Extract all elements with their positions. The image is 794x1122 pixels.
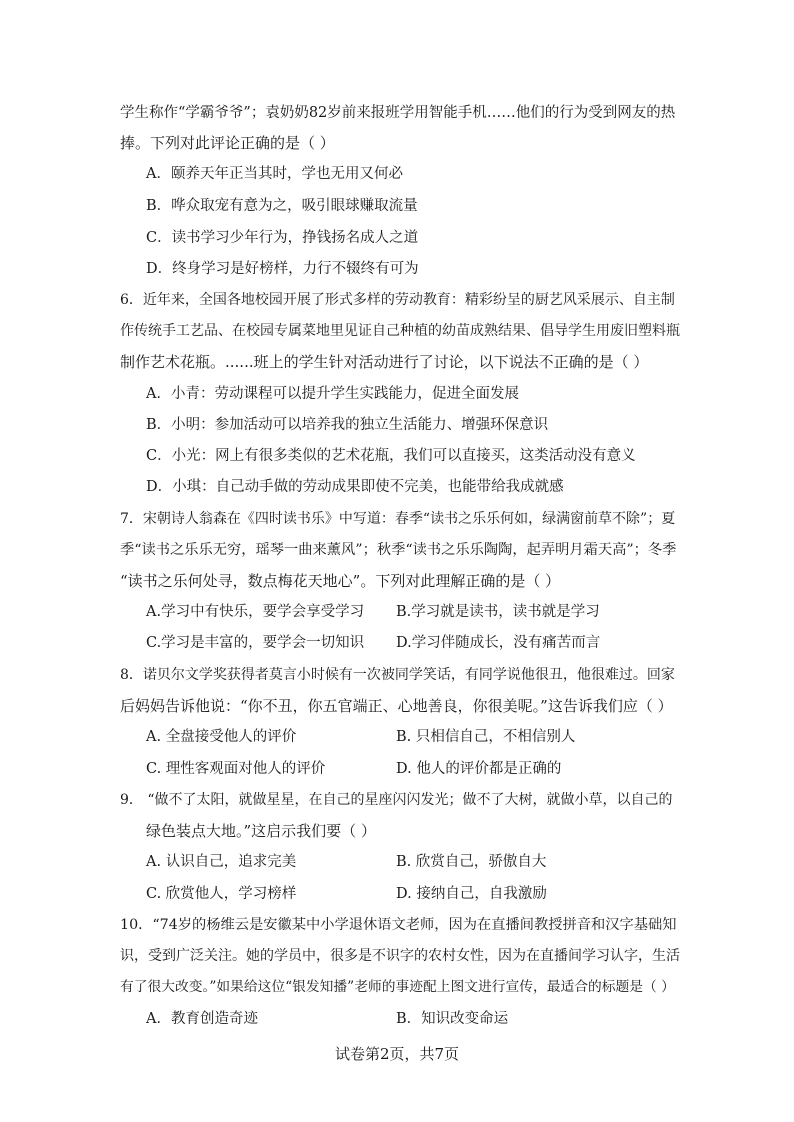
- q7-option-d: D.学习伴随成长，没有痛苦而言: [396, 635, 601, 651]
- q9-option-c: C. 欣赏他人，学习榜样: [146, 886, 297, 902]
- q8-line-2: 后妈妈告诉他说：“你不丑，你五官端正、心地善良，你很美呢。”这告诉我们应（ ）: [120, 697, 673, 715]
- q8-option-a: A. 全盘接受他人的评价: [146, 729, 297, 745]
- q5-option-c: C．读书学习少年行为，挣钱扬名成人之道: [146, 230, 419, 246]
- q7-option-a: A.学习中有快乐，要学会享受学习: [146, 604, 365, 620]
- q7-line-1: 7．宋朝诗人翁森在《四时读书乐》中写道：春季“读书之乐乐何如，绿满窗前草不除”；夏: [120, 511, 676, 527]
- q5-option-b: B．哗众取宠有意为之，吸引眼球赚取流量: [146, 198, 418, 214]
- q10-line-1: 10．“74岁的杨维云是安徽某中小学退休语文老师，因为在直播间教授拼音和汉字基础知: [120, 917, 677, 933]
- q6-option-c: C．小光：网上有很多类似的艺术花瓶，我们可以直接买，这类活动没有意义: [146, 448, 636, 464]
- q6-line-2: 作传统手工艺品、在校园专属菜地里见证自己种植的幼苗成熟结果、倡导学生用废旧塑料瓶: [120, 323, 680, 339]
- q9-option-a: A. 认识自己，追求完美: [146, 854, 297, 870]
- q5-line-1: 学生称作“学霸爷爷”；袁奶奶82岁前来报班学用智能手机……他们的行为受到网友的热: [120, 105, 676, 121]
- q5-line-2: 捧。下列对此评论正确的是（ ）: [120, 134, 335, 152]
- q10-option-b: B．知识改变命运: [396, 1011, 509, 1027]
- q8-line-1: 8．诺贝尔文学奖获得者莫言小时候有一次被同学笑话，有同学说他很丑，他很难过。回家: [120, 667, 675, 683]
- q10-option-a: A．教育创造奇迹: [146, 1011, 258, 1027]
- q5-option-d: D．终身学习是好榜样，力行不辍终有可为: [146, 261, 419, 277]
- q6-line-1: 6．近年来，全国各地校园开展了形式多样的劳动教育：精彩纷呈的厨艺风采展示、自主制: [120, 292, 675, 308]
- page-footer: 试卷第2页，共7页: [334, 1045, 460, 1063]
- q8-option-d: D. 他人的评价都是正确的: [396, 761, 562, 777]
- q9-option-b: B. 欣赏自己，骄傲自大: [396, 854, 547, 870]
- q9-line-1: 9． “做不了太阳，就做星星，在自己的星座闪闪发光；做不了大树，就做小草，以自己的: [120, 792, 673, 808]
- q8-option-c: C. 理性客观面对他人的评价: [146, 761, 326, 777]
- q7-line-2: 季“读书之乐乐无穷，瑶琴一曲来薰风”；秋季“读书之乐乐陶陶，起弄明月霜天高”；冬季: [120, 542, 677, 558]
- q10-line-3: 有了很大改变。”如果给这位“银发知播”老师的事迹配上图文进行宣传，最适合的标题是（ ）: [120, 979, 675, 995]
- q6-option-a: A．小青：劳动课程可以提升学生实践能力，促进全面发展: [146, 386, 519, 402]
- q9-option-d: D. 接纳自己，自我激励: [396, 886, 547, 902]
- q9-line-2: 绿色装点大地。”这启示我们要（ ）: [146, 822, 376, 840]
- q6-option-b: B．小明：参加活动可以培养我的独立生活能力、增强环保意识: [146, 417, 549, 433]
- q8-option-b: B. 只相信自己，不相信别人: [396, 729, 576, 745]
- q7-option-b: B.学习就是读书，读书就是学习: [396, 604, 600, 620]
- q10-line-2: 识，受到广泛关注。她的学员中，很多是不识字的农村女性，因为在直播间学习认字，生活: [120, 948, 680, 964]
- q5-option-a: A．颐养天年正当其时，学也无用又何必: [146, 166, 403, 182]
- q7-option-c: C.学习是丰富的，要学会一切知识: [146, 635, 365, 651]
- q7-line-3: “读书之乐何处寻，数点梅花天地心”。下列对此理解正确的是（ ）: [120, 572, 561, 590]
- q6-option-d: D．小琪：自己动手做的劳动成果即使不完美，也能带给我成就感: [146, 479, 564, 495]
- q6-line-3: 制作艺术花瓶。......班上的学生针对活动进行了讨论，以下说法不正确的是（ ）: [120, 353, 649, 371]
